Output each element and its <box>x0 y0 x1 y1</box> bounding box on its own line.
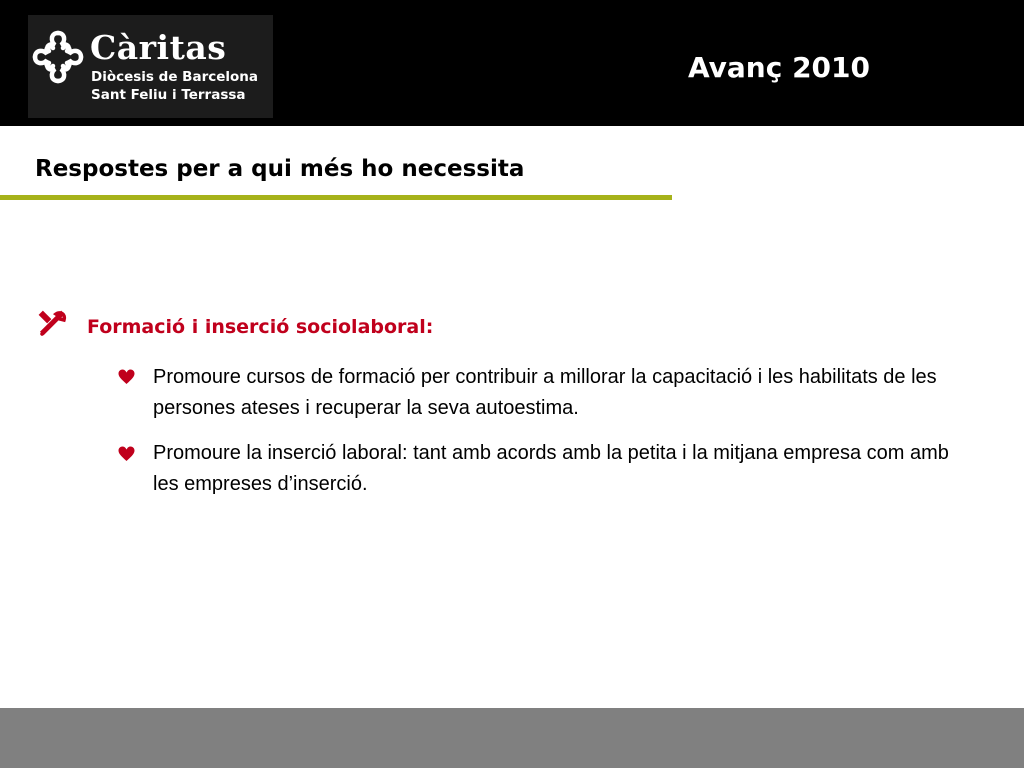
title-underline <box>0 195 672 200</box>
logo-name: Càritas <box>90 28 227 67</box>
caritas-cross-icon <box>31 29 85 85</box>
section-title: Respostes per a qui més ho necessita <box>35 156 525 182</box>
caritas-logo <box>28 15 273 118</box>
bullet-text: Promoure la inserció laboral: tant amb acords amb la petita i la mitjana empresa com amb les empreses d’inserció. <box>153 442 949 495</box>
heart-icon <box>118 446 135 462</box>
header-bar <box>0 0 1024 126</box>
logo-location-line: Sant Feliu i Terrassa <box>91 87 246 103</box>
footer-bar <box>0 708 1024 768</box>
heart-icon <box>118 369 135 385</box>
item-title: Formació i inserció sociolaboral: <box>87 316 434 338</box>
tools-icon <box>36 310 68 338</box>
logo-diocese-line: Diòcesis de Barcelona <box>91 69 259 85</box>
bullet-text: Promoure cursos de formació per contribuir a millorar la capacitació i les habilitats de les persones ateses i recuperar la seva autoestima. <box>153 366 937 419</box>
document-title: Avanç 2010 <box>687 51 870 84</box>
